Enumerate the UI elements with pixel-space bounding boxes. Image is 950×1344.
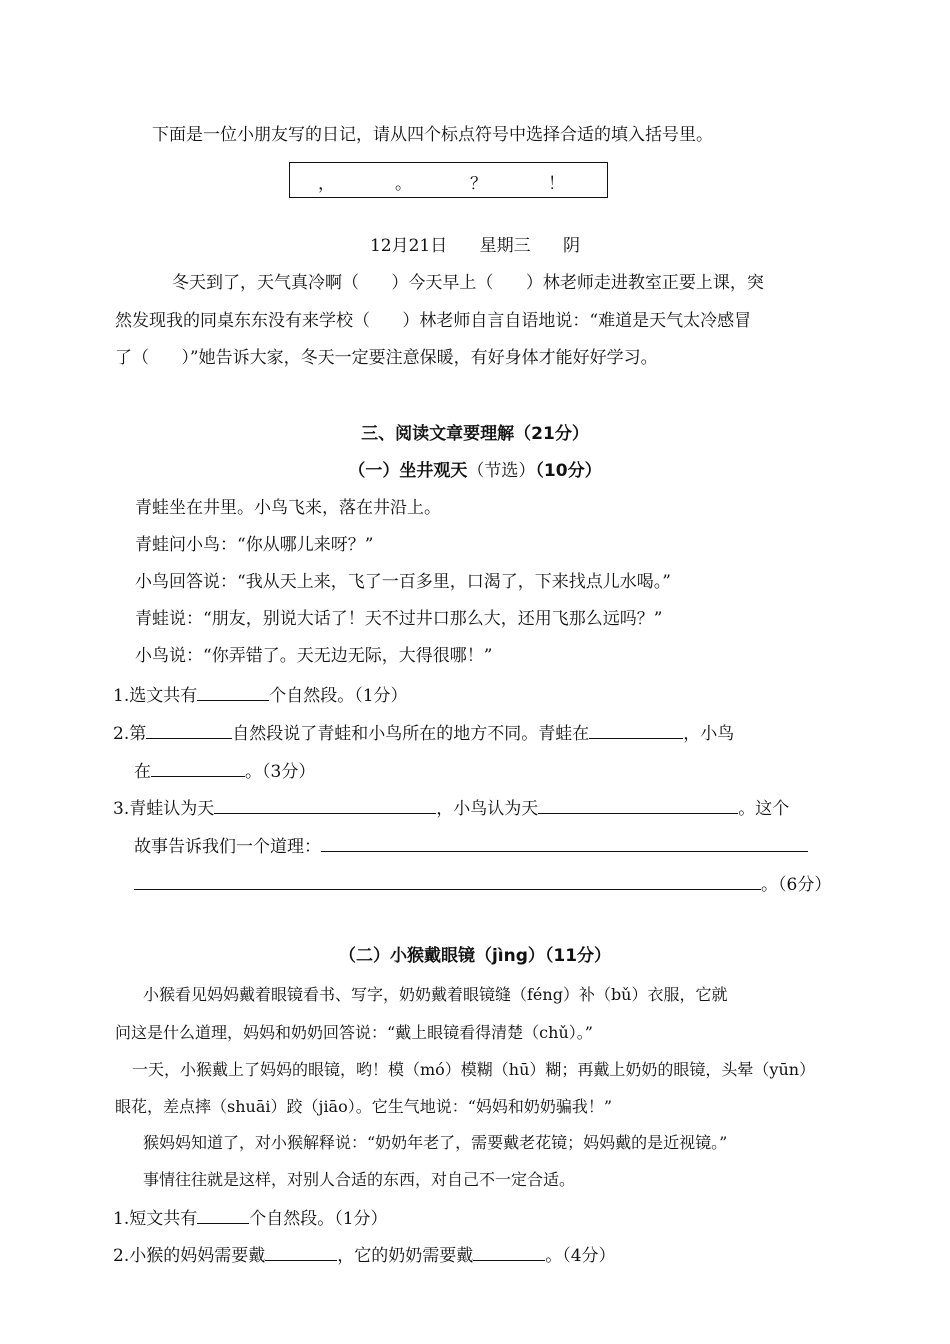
passage1-line: 青蛙问小鸟：“你从哪儿来呀？” [135, 535, 374, 555]
passage2-line: 事情往往就是这样，对别人合适的东西，对自己不一定合适。 [143, 1170, 576, 1189]
passage1-line: 小鸟说：“你弄错了。天无边无际，大得很哪！” [135, 646, 493, 666]
passage1-title-score: （10分） [535, 461, 602, 481]
passage1-question-2: 2.第 自然段说了青蛙和小鸟所在的地方不同。青蛙在 ，小鸟 [113, 720, 734, 746]
punctuation-options-box [289, 162, 608, 198]
passage1-question-1: 1.选文共有 个自然段。（1分） [113, 682, 408, 708]
passage1-line: 青蛙坐在井里。小鸟飞来，落在井沿上。 [135, 498, 441, 518]
answer-blank[interactable] [538, 795, 738, 814]
passage1-question-2-cont: 在 。（3分） [134, 758, 315, 784]
diary-paragraph-line-3: 了（ ）”她告诉大家，冬天一定要注意保暖，有好身体才能好好学习。 [115, 348, 658, 368]
passage1-line: 青蛙说：“朋友，别说大话了！天不过井口那么大，还用飞那么远吗？” [135, 609, 663, 629]
passage1-title-main: （一）坐井观天 [348, 461, 468, 481]
answer-blank[interactable] [214, 795, 436, 814]
passage2-question-2: 2.小猴的妈妈需要戴 ，它的奶奶需要戴 。（4分） [113, 1242, 616, 1268]
answer-blank[interactable] [589, 720, 683, 739]
answer-blank[interactable] [197, 682, 269, 701]
passage1-title [0, 459, 950, 483]
diary-date: 12月21日 星期三 阴 [369, 236, 581, 256]
answer-blank[interactable] [146, 720, 232, 739]
punct-option-exclamation: ！ [548, 174, 565, 194]
answer-blank[interactable] [151, 758, 245, 777]
passage1-line: 小鸟回答说：“我从天上来，飞了一百多里，口渴了，下来找点儿水喝。” [135, 572, 671, 592]
punct-option-comma: ， [318, 174, 335, 194]
answer-blank[interactable] [473, 1242, 545, 1261]
passage2-line: 问这是什么道理，妈妈和奶奶回答说：“戴上眼镜看得清楚（chǔ）。” [115, 1023, 593, 1042]
passage2-question-1: 1.短文共有 个自然段。（1分） [113, 1205, 388, 1231]
passage2-line: 一天，小猴戴上了妈妈的眼镜，哟！模（mó）模糊（hū）糊；再戴上奶奶的眼镜，头晕（yūn） [132, 1060, 816, 1079]
passage2-line: 眼花，差点摔（shuāi）跤（jiāo）。它生气地说：“妈妈和奶奶骗我！” [115, 1097, 613, 1116]
passage1-question-3-cont2: 。（6分） [134, 871, 831, 897]
diary-paragraph-line-2: 然发现我的同桌东东没有来学校（ ）林老师自言自语地说：“难道是天气太冷感冒 [115, 311, 752, 331]
passage1-title-note: （节选） [467, 461, 536, 481]
answer-blank[interactable] [265, 1242, 337, 1261]
section-title: 三、阅读文章要理解（21分） [361, 424, 589, 444]
answer-blank[interactable] [197, 1205, 249, 1224]
passage1-question-3: 3.青蛙认为天 ，小鸟认为天 。这个 [113, 795, 789, 821]
punct-option-period: 。 [395, 174, 412, 194]
passage2-title: （二）小猴戴眼镜（jìng）（11分） [338, 946, 612, 966]
answer-blank[interactable] [134, 871, 761, 890]
answer-blank[interactable] [321, 833, 808, 852]
diary-paragraph-line-1: 冬天到了，天气真冷啊（ ）今天早上（ ）林老师走进教室正要上课，突 [172, 273, 764, 293]
passage2-line: 猴妈妈知道了，对小猴解释说：“奶奶年老了，需要戴老花镜；妈妈戴的是近视镜。” [143, 1133, 728, 1152]
passage1-question-3-cont: 故事告诉我们一个道理： [134, 833, 808, 859]
instruction-text: 下面是一位小朋友写的日记，请从四个标点符号中选择合适的填入括号里。 [152, 125, 713, 145]
passage2-line: 小猴看见妈妈戴着眼镜看书、写字，奶奶戴着眼镜缝（féng）补（bǔ）衣服，它就 [143, 985, 728, 1004]
punct-option-question: ？ [470, 174, 487, 194]
